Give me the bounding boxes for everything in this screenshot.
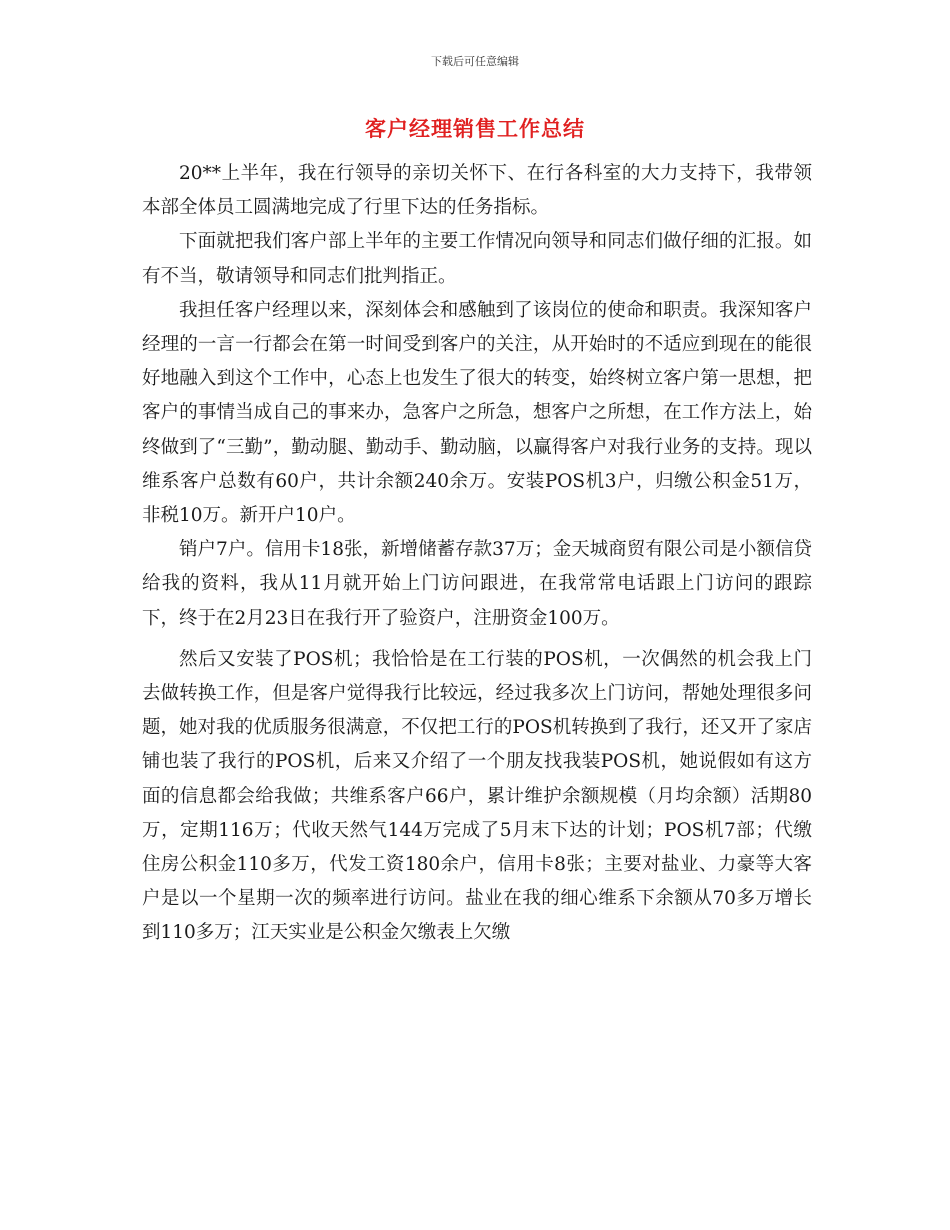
paragraph-5: 然后又安装了POS机；我恰恰是在工行装的POS机，一次偶然的机会我上门去做转换工作，但是客户觉得我行比较远，经过我多次上门访问，帮她处理很多问题，她对我的优质服务很满意，不仅把工行的POS机转换到了我行，还又开了家店铺也装了我行的POS机，后来又介绍了一个朋友找我装POS机，她说假如有这方面的信息都会给我做；共维系客户66户，累计维护余额规模（月均余额）活期80万，定期116万；代收天然气144万完成了5月末下达的计划；POS机7部；代缴住房公积金110多万，代发工资180余户，信用卡8张；主要对盐业、力豪等大客户是以一个星期一次的频率进行访问。盐业在我的细心维系下余额从70多万增长到110多万；江天实业是公积金欠缴表上欠缴 [142, 648, 812, 944]
paragraph-1: 20**上半年，我在行领导的亲切关怀下、在行各科室的大力支持下，我带领本部全体员工圆满地完成了行里下达的任务指标。 [142, 163, 812, 219]
paragraph-2: 下面就把我们客户部上半年的主要工作情况向领导和同志们做仔细的汇报。如有不当，敬请领导和同志们批判指正。 [142, 231, 812, 287]
paragraph-4: 销户7户。信用卡18张，新增储蓄存款37万；金天城商贸有限公司是小额信贷给我的资料，我从11月就开始上门访问跟进，在我常常电话跟上门访问的跟踪下，终于在2月23日在我行开了验资户，注册资金100万。 [142, 539, 812, 629]
paragraph-3: 我担任客户经理以来，深刻体会和感触到了该岗位的使命和职责。我深知客户经理的一言一行都会在第一时间受到客户的关注，从开始时的不适应到现在的能很好地融入到这个工作中，心态上也发生了很大的转变，始终树立客户第一思想，把客户的事情当成自己的事来办，急客户之所急，想客户之所想，在工作方法上，始终做到了“三勤”，勤动腿、勤动手、勤动脑，以赢得客户对我行业务的支持。现以维系客户总数有60户，共计余额240余万。安装POS机3户，归缴公积金51万，非税10万。新开户10户。 [142, 299, 812, 527]
page-header: 下载后可任意编辑 [431, 55, 519, 68]
document-title: 客户经理销售工作总结 [365, 117, 585, 141]
document-body [142, 157, 812, 951]
